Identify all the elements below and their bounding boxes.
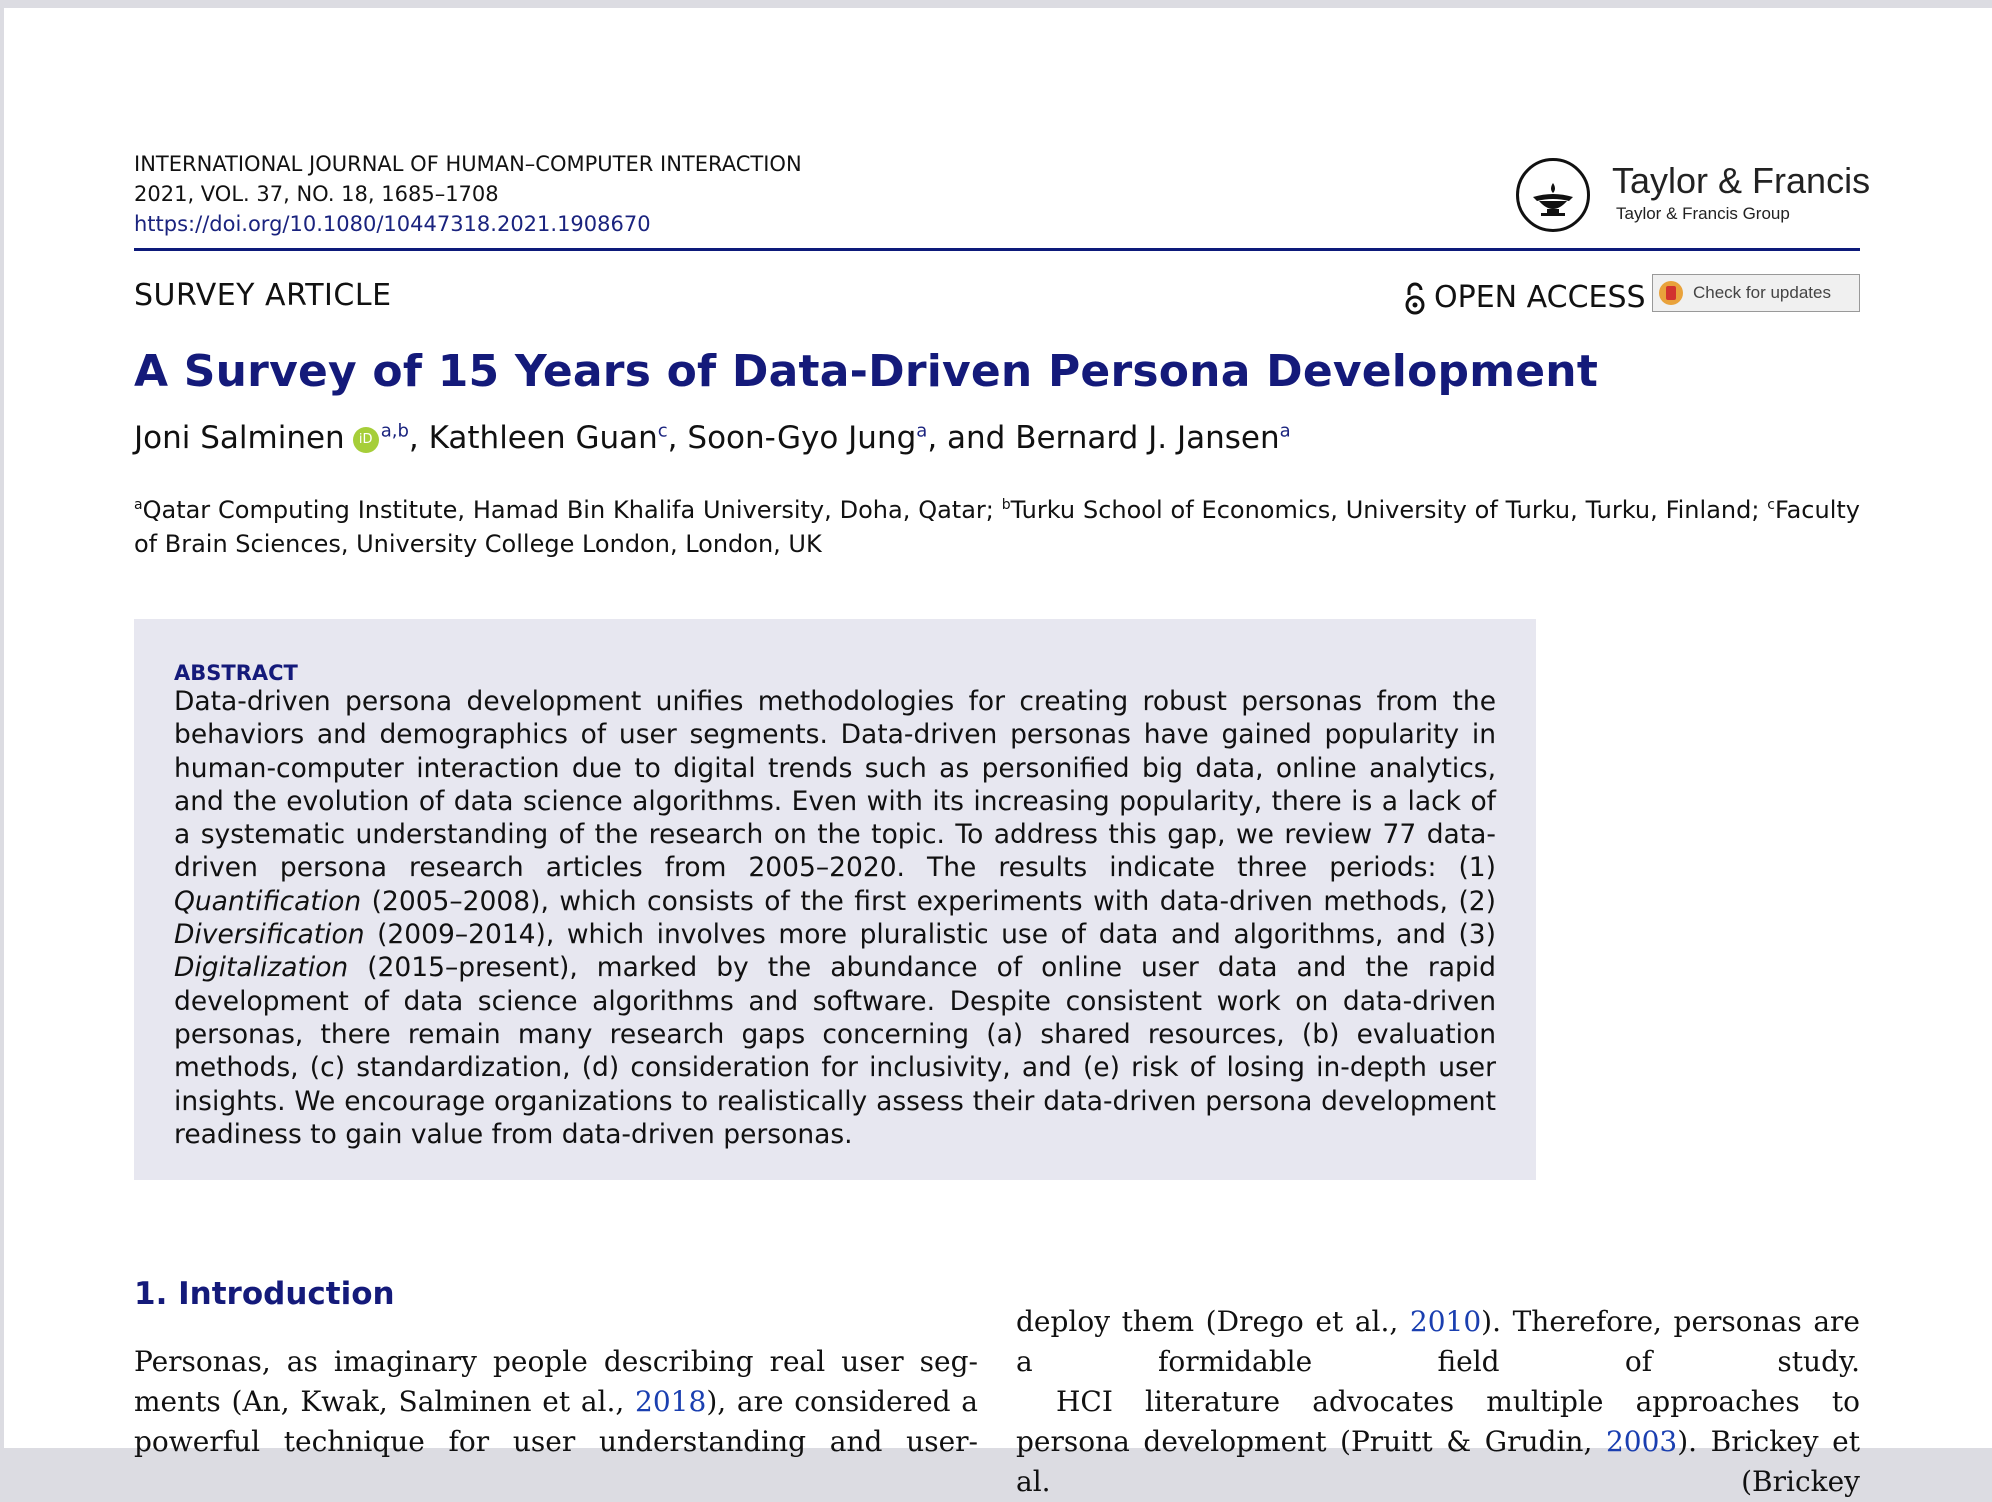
body-column-right: deploy them (Drego et al., 2010). Therefore, personas are a formidable field of study. HCI literature advocates multiple approaches to persona development (Pruitt & Grudin, 2003). Brickey et al. (Brickey	[1016, 1305, 1860, 1498]
journal-volume: 2021, VOL. 37, NO. 18, 1685–1708	[134, 182, 499, 206]
body-column-left: Personas, as imaginary people describing real user segments (An, Kwak, Salminen et al., 2018), are considered a powerful technique for user understanding and user-	[134, 1345, 978, 1458]
journal-name: INTERNATIONAL JOURNAL OF HUMAN–COMPUTER INTERACTION	[134, 152, 802, 176]
author-name: Bernard J. Jansen	[1015, 420, 1280, 456]
abstract-box	[134, 619, 1536, 1180]
check-updates-button[interactable]	[1652, 274, 1860, 312]
author-list: Joni Salminen iD $^{a,b}$, Kathleen Guan$^c$, Soon-Gyo Jung$^a$, and Bernard J. Jansen$^a$	[134, 420, 1291, 456]
doi-link[interactable]: https://doi.org/10.1080/10447318.2021.1908670	[134, 212, 651, 236]
citation-link[interactable]: 2003	[1605, 1425, 1678, 1458]
crossmark-icon	[1659, 281, 1683, 305]
author-name: Joni Salminen	[134, 420, 345, 456]
affiliations: $^a$Qatar Computing Institute, Hamad Bin Khalifa University, Doha, Qatar; $^b$Turku School of Economics, University of Turku, Turku, Finland; $^c$Faculty of Brain Sciences, University College London, London, UK	[134, 496, 1860, 558]
abstract-heading: ABSTRACT	[174, 661, 298, 685]
check-updates-label: Check for updates	[1693, 283, 1831, 302]
article-type: SURVEY ARTICLE	[134, 278, 392, 313]
article-title: A Survey of 15 Years of Data-Driven Persona Development	[134, 346, 1599, 397]
citation-link[interactable]: 2018	[635, 1385, 707, 1418]
abstract-text: Data-driven persona development unifies methodologies for creating robust personas from the behaviors and demographics of user segments. Data-driven personas have gained popularity in human-computer interaction due to digital trends such as personified big data, online analytics, and the evolution of data science algorithms. Even with its increasing popularity, there is a lack of a systematic understanding of the research on the topic. To address this gap, we review 77 data-driven persona research articles from 2005–2020. The results indicate three periods: (1) Quantification (2005–2008), which consists of the first experiments with data-driven methods, (2) Diversification (2009–2014), which involves more pluralistic use of data and algorithms, and (3) Digitalization (2015–present), marked by the abundance of online user data and the rapid development of data science algorithms and software. Despite consistent work on data-driven personas, there remain many research gaps concerning (a) shared resources, (b) evaluation methods, (c) standardization, (d) consideration for inclusivity, and (e) risk of losing in-depth user insights. We encourage organizations to realistically assess their data-driven persona development readiness to gain value from data-driven personas.	[174, 686, 1496, 1150]
author-affil-sup[interactable]: a	[916, 420, 928, 442]
open-access-text: OPEN ACCESS	[1434, 280, 1646, 315]
open-lock-icon	[1404, 281, 1426, 315]
open-access-label	[1404, 280, 1646, 315]
author-name: Kathleen Guan	[428, 420, 658, 456]
author-affil-sup[interactable]: c	[657, 420, 668, 442]
paper-page	[4, 8, 1992, 1498]
journal-header	[134, 149, 802, 239]
orcid-icon[interactable]: iD	[353, 427, 379, 453]
author-affil-sup[interactable]: a	[1279, 420, 1291, 442]
publisher-logo	[1516, 152, 1871, 238]
author-affil-sup[interactable]: a,b	[380, 420, 409, 442]
citation-link[interactable]: 2010	[1409, 1305, 1482, 1338]
publisher-group: Taylor & Francis Group	[1616, 204, 1790, 223]
section-heading-introduction: 1. Introduction	[134, 1276, 395, 1312]
author-name: Soon-Gyo Jung	[687, 420, 917, 456]
header-divider	[134, 248, 1860, 251]
publisher-name: Taylor & Francis	[1612, 160, 1871, 201]
lamp-icon	[1516, 158, 1590, 232]
